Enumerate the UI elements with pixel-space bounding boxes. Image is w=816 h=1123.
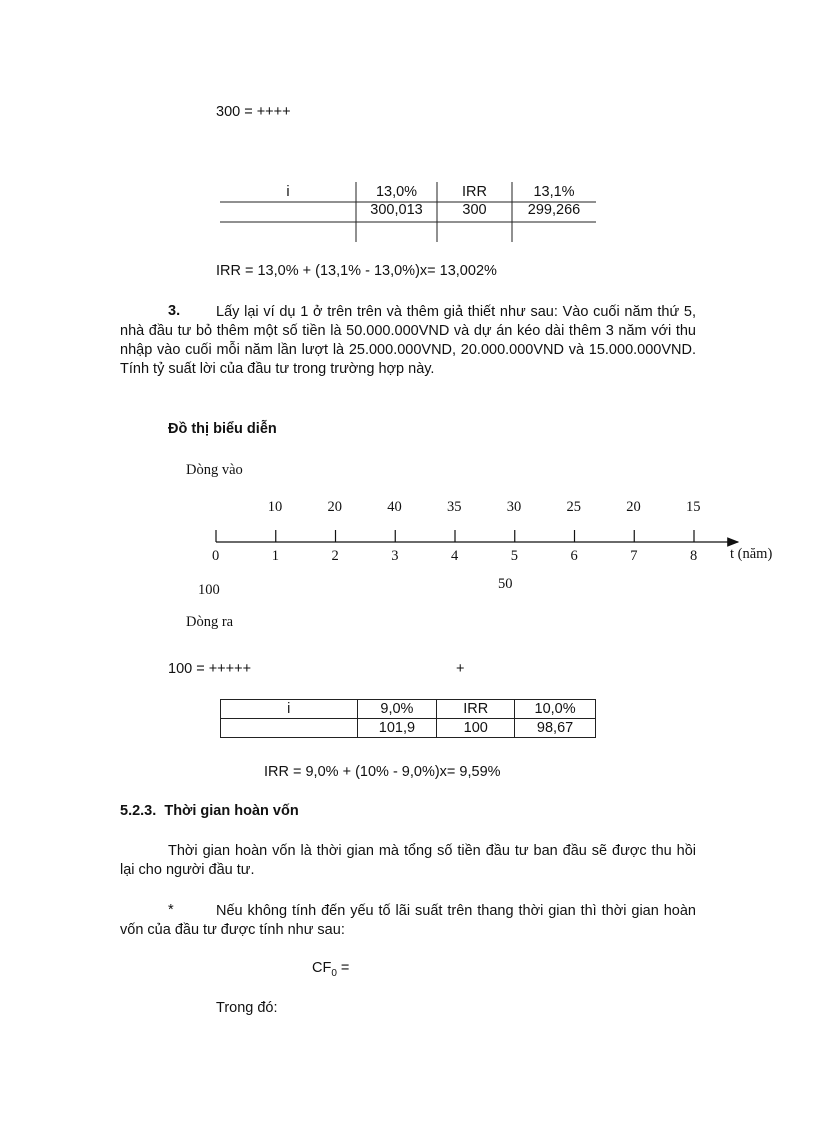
- table-cell: IRR: [462, 184, 487, 200]
- inflow-value: 30: [506, 499, 522, 515]
- example-3-text: Lấy lại ví dụ 1 ở trên trên và thêm giả thiết như sau: Vào cuối năm thứ 5, nhà đầu tư bỏ thêm một số tiền là 50.000.000VND và dự án kéo dài thêm 3 năm với thu nhập vào cuối mỗi năm lần lượt là 25.000.000VND, 20.000.000VND và 15.000.000VND. Tính tỷ suất lời của đầu tư trong trường hợp này.: [120, 304, 696, 377]
- cf-symbol: CF: [312, 960, 332, 976]
- inflow-value: 10: [267, 499, 283, 515]
- outflow-label: Dòng ra: [186, 614, 234, 630]
- cf-subscript: 0: [331, 967, 337, 979]
- table-cell: 10,0%: [515, 700, 596, 719]
- outflow-year-0: 100: [198, 582, 220, 598]
- table-cell: i: [286, 184, 290, 200]
- inflow-value: 25: [566, 499, 581, 515]
- inflow-value: 35: [447, 499, 462, 515]
- table-cell: 101,9: [357, 719, 437, 738]
- inflow-label: Dòng vào: [186, 462, 243, 478]
- inflow-value: 20: [626, 499, 641, 515]
- table-cell: 98,67: [515, 719, 596, 738]
- section-number: 5.2.3.: [120, 803, 157, 819]
- tick-label: 3: [391, 548, 399, 564]
- table-cell: 13,0%: [375, 184, 418, 200]
- tick-group: [216, 530, 694, 542]
- inflow-value: 15: [686, 499, 701, 515]
- payback-definition: Thời gian hoàn vốn là thời gian mà tổng số tiền đầu tư ban đầu sẽ được thu hồi lại cho người đầu tư.: [120, 843, 696, 878]
- cf-formula: [312, 960, 349, 979]
- tick-label: 1: [271, 548, 279, 564]
- tick-label: 8: [690, 548, 698, 564]
- outflow-year-5: 50: [498, 576, 513, 592]
- graph-heading: Đồ thị biểu diễn: [168, 421, 277, 437]
- tick-label: 5: [510, 548, 518, 564]
- table-cell: i: [221, 700, 358, 719]
- table-cell: 9,0%: [357, 700, 437, 719]
- tick-label: 2: [331, 548, 339, 564]
- equation-100: 100 = +++++: [168, 661, 252, 677]
- table-row: [221, 719, 596, 738]
- table-row: [221, 700, 596, 719]
- section-title: Thời gian hoàn vốn: [164, 803, 299, 819]
- section-heading: [120, 803, 299, 819]
- tick-label: 7: [630, 548, 638, 564]
- axis-label: t (năm): [730, 546, 773, 562]
- example-number: 3.: [168, 303, 181, 319]
- tick-label: 6: [570, 548, 578, 564]
- equation-300: 300 = ++++: [216, 104, 291, 120]
- tick-label: 0: [212, 548, 220, 564]
- irr-result-1: IRR = 13,0% + (13,1% - 13,0%)x= 13,002%: [216, 263, 497, 279]
- table-cell: 300,013: [370, 202, 423, 218]
- irr-table-2: [220, 699, 596, 738]
- table-cell: 299,266: [527, 202, 581, 218]
- table-cell: [221, 719, 358, 738]
- inflow-value: 40: [387, 499, 402, 515]
- table-cell: IRR: [437, 700, 515, 719]
- bullet-star: *: [168, 902, 174, 918]
- table-cell: 13,1%: [533, 184, 575, 200]
- irr-result-2: IRR = 9,0% + (10% - 9,0%)x= 9,59%: [264, 764, 501, 780]
- inflow-value: 20: [327, 499, 342, 515]
- tick-label: 4: [451, 548, 459, 564]
- cf-equals: =: [336, 960, 350, 976]
- table-cell: 100: [437, 719, 515, 738]
- where-label: Trong đó:: [216, 1000, 278, 1016]
- table-cell: 300: [462, 202, 487, 218]
- equation-100-plus: +: [456, 661, 465, 677]
- payback-formula-intro: Nếu không tính đến yếu tố lãi suất trên thang thời gian thì thời gian hoàn vốn của đầu tư được tính như sau:: [120, 903, 696, 938]
